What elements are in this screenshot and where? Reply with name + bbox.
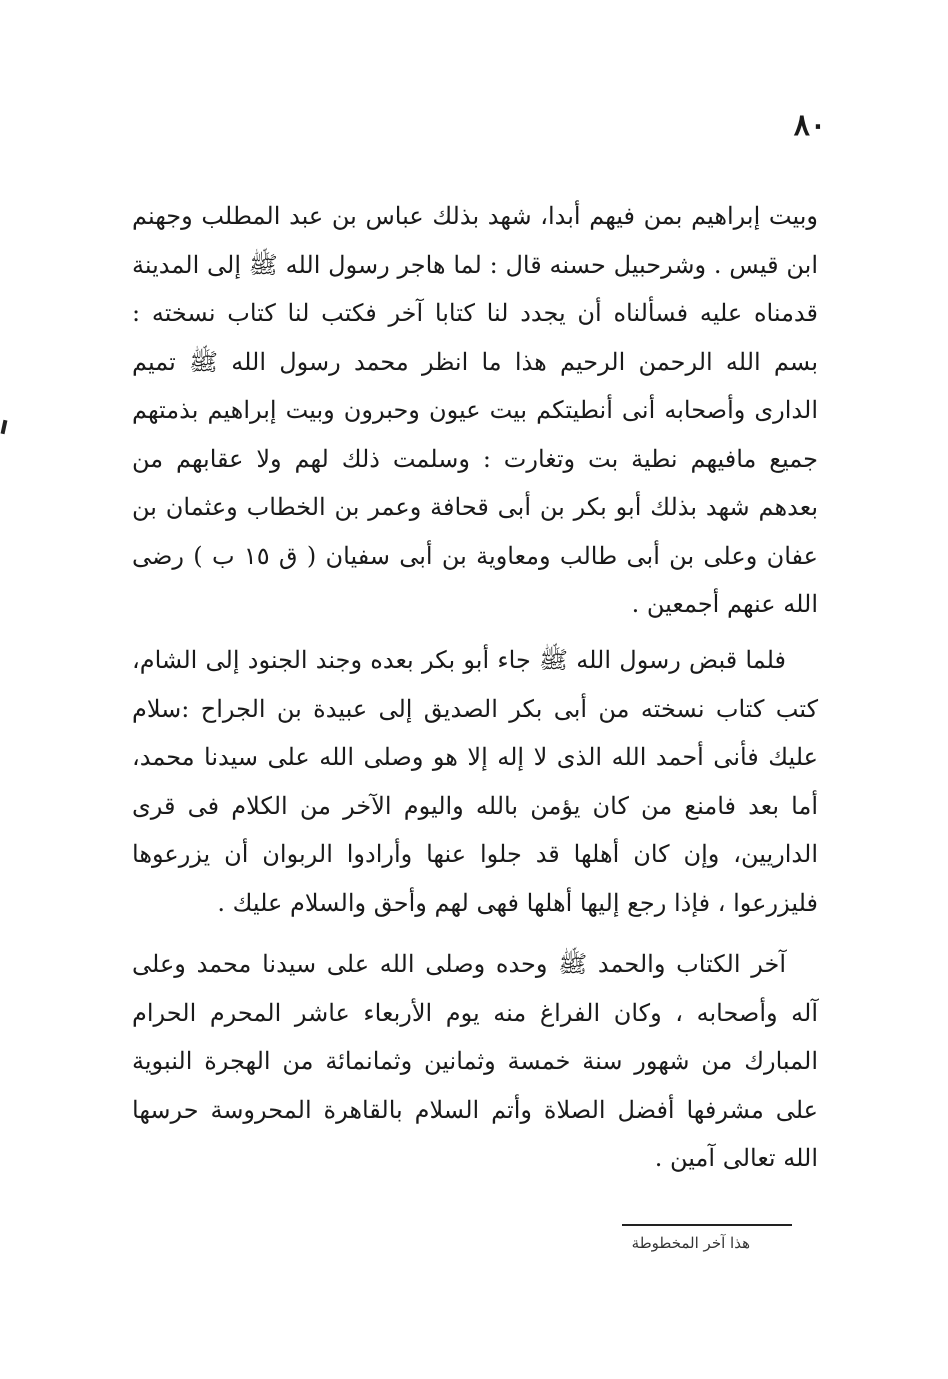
scan-edge-mark: [1, 420, 8, 435]
paragraph-text: آخر الكتاب والحمد ﷺ وحده وصلى الله على سيدنا محمد وعلى آله وأصحابه ، وكان الفراغ منه يوم الأربعاء عاشر المحرم الحرام المبارك من شهور سنة خمسة وثمانين وثمانمائة من الهجرة النبوية على مشرفها أفضل الصلاة وأتم السلام بالقاهرة المحروسة حرسها الله تعالى آمين .: [132, 950, 818, 1172]
page-number: ٨٠: [793, 108, 826, 143]
footnote: هذا آخر المخطوطة: [631, 1234, 750, 1252]
paragraph-text: وبيت إبراهيم بمن فيهم أبدا، شهد بذلك عباس بن عبد المطلب وجهنم ابن قيس . وشرحبيل حسنه قال : لما هاجر رسول الله ﷺ إلى المدينة قدمناه عليه فسألناه أن يجدد لنا كتابا آخر فكتب لنا كتاب نسخته : بسم الله الرحمن الرحيم هذا ما انظر محمد رسول الله ﷺ تميم الدارى وأصحابه أنى أنطيتكم بيت عيون وحبرون وبيت إبراهيم بذمتهم جميع مافيهم نطية بت وتغارت : وسلمت ذلك لهم ولا عقابهم من بعدهم شهد بذلك أبو بكر بن أبى قحافة وعمر بن الخطاب وعثمان بن عفان وعلى بن أبى طالب ومعاوية بن أبى سفيان ( ق ١٥ ب ) رضى الله عنهم أجمعين .: [132, 202, 818, 618]
paragraph-3: [132, 940, 818, 1183]
paragraph-text: فلما قبض رسول الله ﷺ جاء أبو بكر بعده وجند الجنود إلى الشام، كتب كتاب نسخته من أبى بكر الصديق إلى عبيدة بن الجراح :سلام عليك فأنى أحمد الله الذى لا إله إلا هو وصلى الله على سيدنا محمد، أما بعد فامنع من كان يؤمن بالله واليوم الآخر من الكلام فى قرى الداريين، وإن كان أهلها قد جلوا عنها وأرادوا الربوان أن يزرعوها فليزرعوا ، فإذا رجع إليها أهلها فهى لهم وأحق والسلام عليك .: [132, 646, 818, 917]
paragraph-1: [132, 192, 818, 629]
paragraph-2: [132, 636, 818, 927]
footnote-divider: [622, 1224, 792, 1226]
